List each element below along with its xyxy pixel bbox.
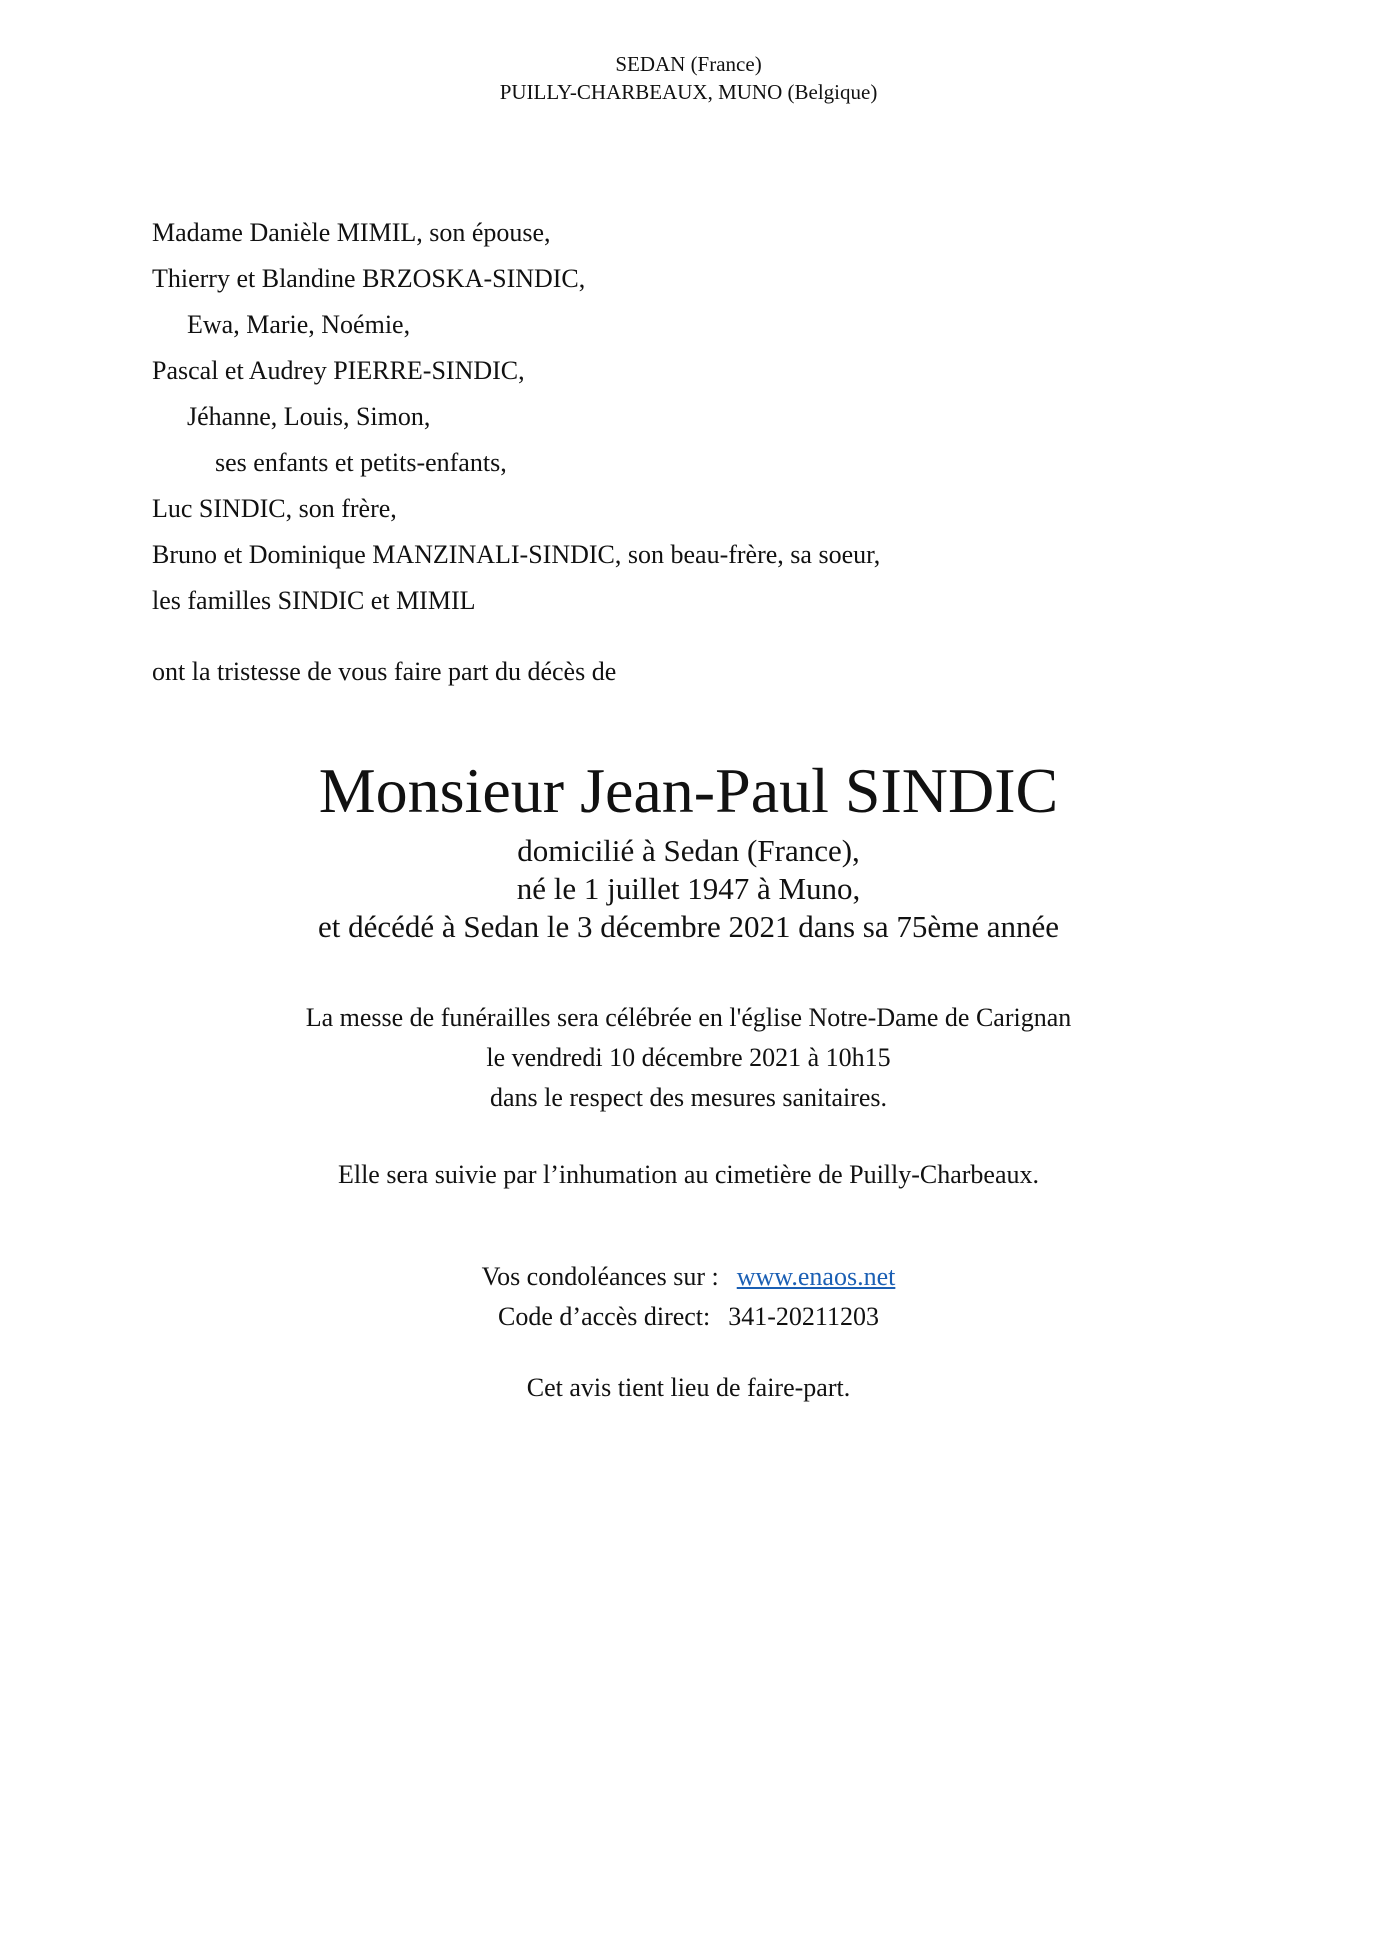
condolences-link[interactable]: www.enaos.net — [736, 1262, 896, 1291]
deceased-birth: né le 1 juillet 1947 à Muno, — [516, 871, 861, 906]
family-line: Luc SINDIC, son frère, — [152, 494, 397, 523]
condolences-row — [0, 1257, 1377, 1297]
location-header — [0, 50, 1377, 106]
family-line: les familles SINDIC et MIMIL — [152, 586, 476, 615]
family-line: ses enfants et petits-enfants, — [215, 448, 507, 477]
funeral-block — [0, 998, 1377, 1118]
family-line: Thierry et Blandine BRZOSKA-SINDIC, — [152, 264, 586, 293]
deceased-block — [0, 750, 1377, 946]
header-line-1: SEDAN (France) — [615, 52, 762, 76]
notice-text: Cet avis tient lieu de faire-part. — [526, 1373, 851, 1402]
funeral-line-1: La messe de funérailles sera célébrée en l'église Notre-Dame de Carignan — [305, 1003, 1072, 1032]
announcement-text: ont la tristesse de vous faire part du décès de — [152, 657, 617, 686]
deceased-death: et décédé à Sedan le 3 décembre 2021 dans sa 75ème année — [317, 909, 1060, 944]
funeral-line-3: dans le respect des mesures sanitaires. — [489, 1083, 888, 1112]
condolences-block — [0, 1257, 1377, 1337]
deceased-residence: domicilié à Sedan (France), — [517, 833, 860, 868]
funeral-line-2: le vendredi 10 décembre 2021 à 10h15 — [486, 1043, 891, 1072]
family-line: Madame Danièle MIMIL, son épouse, — [152, 218, 551, 247]
burial-text: Elle sera suivie par l’inhumation au cimetière de Puilly-Charbeaux. — [337, 1160, 1040, 1189]
family-line: Jéhanne, Louis, Simon, — [187, 402, 431, 431]
access-code-value: 341-20211203 — [728, 1302, 879, 1331]
condolences-label: Vos condoléances sur : — [481, 1262, 719, 1291]
access-code-row — [0, 1297, 1377, 1337]
access-code-label: Code d’accès direct: — [498, 1302, 711, 1331]
family-line: Bruno et Dominique MANZINALI-SINDIC, son beau-frère, sa soeur, — [152, 540, 881, 569]
family-line: Pascal et Audrey PIERRE-SINDIC, — [152, 356, 525, 385]
header-line-2: PUILLY-CHARBEAUX, MUNO (Belgique) — [499, 80, 878, 104]
deceased-name: Monsieur Jean-Paul SINDIC — [318, 755, 1059, 826]
family-line: Ewa, Marie, Noémie, — [187, 310, 411, 339]
family-list — [152, 210, 880, 624]
